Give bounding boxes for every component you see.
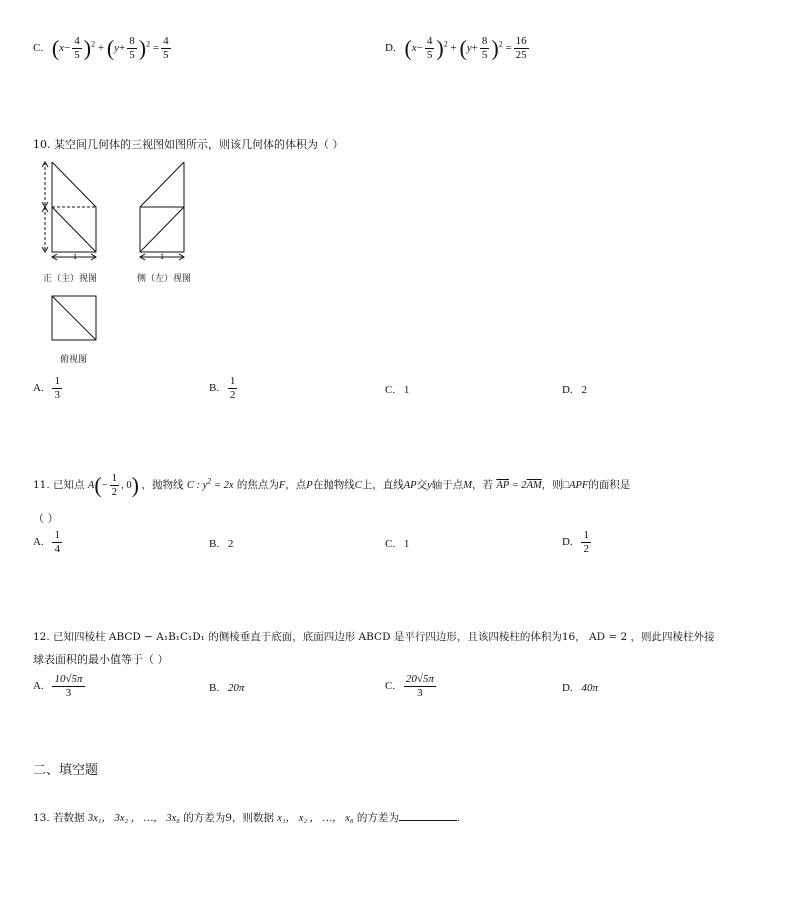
q12-option-c-label: C.: [385, 680, 396, 693]
q10-option-d: [562, 384, 587, 396]
q11-stem-f: 上，直线: [361, 478, 404, 491]
q11-point-m: M: [463, 479, 472, 491]
q11-option-d-num: 1: [583, 529, 589, 541]
q11-stem-i: ，若: [471, 478, 493, 491]
q12-option-d-label: D.: [562, 682, 573, 694]
front-view: [42, 162, 96, 260]
q11-stem-a: 11. 已知点: [33, 478, 85, 491]
q11-option-a: [33, 530, 64, 555]
q11-curve-c: C: [354, 479, 362, 491]
q11-paren: （ ）: [33, 512, 59, 525]
q10-option-d-value: 2: [581, 384, 587, 396]
q13-stem: [33, 810, 460, 825]
q12-option-a-num: 10√5π: [54, 673, 83, 685]
q12-option-a-den: 3: [65, 687, 72, 699]
top-view: [52, 296, 96, 340]
q10-three-view-figure: [36, 158, 216, 368]
q9-option-d-label: D.: [385, 42, 396, 55]
q13-text-b: 的方差为9，则数据: [183, 812, 274, 824]
q11-point-a: A(− $\frac{1}{2}$ , 0): [87, 472, 139, 498]
q9-option-c: [33, 36, 173, 61]
q11-parabola: C : $y^2 = 2x$: [186, 476, 234, 491]
q12-option-b-label: B.: [209, 682, 220, 694]
front-width-label: 1: [73, 252, 77, 261]
q11-focus: F: [278, 479, 286, 491]
q9-option-c-expression: (x− $\frac{4}{5}$ )$^2$ + (y+ $\frac{8}{5}$ )$^2$ = $\frac{4}{5}$: [51, 35, 169, 61]
q10-option-c-label: C.: [385, 384, 396, 396]
q11-triangle: □APF: [562, 479, 589, 491]
q12-option-c-num: 20√5π: [405, 673, 434, 685]
q9-option-c-label: C.: [33, 42, 44, 55]
q11-stem-c: 的焦点为: [236, 478, 279, 491]
q11-stem: [33, 473, 630, 498]
q13-answer-blank[interactable]: [399, 810, 457, 821]
q11-option-d: [562, 530, 593, 555]
q12-option-b-value: 20π: [227, 682, 245, 694]
q9-option-d: [385, 36, 531, 61]
section-heading-fill-blank: 二、填空题: [33, 763, 99, 778]
q13-text-c: 的方差为: [356, 812, 399, 824]
q11-option-b-label: B.: [209, 538, 220, 550]
q11-stem-b: ，抛物线: [141, 478, 184, 491]
q12-line2: 球表面积的最小值等于（ ）: [33, 653, 169, 666]
q13-end: .: [456, 812, 461, 824]
q12-option-a: [33, 674, 87, 699]
q12-option-c-den: 3: [417, 687, 423, 699]
side-width-label: 1: [160, 252, 164, 261]
q10-option-a: [33, 376, 64, 401]
q11-option-b-value: 2: [227, 538, 234, 550]
q12-option-d: [562, 682, 598, 694]
q10-option-b-den: 2: [229, 389, 236, 401]
q11-option-c-value: 1: [403, 538, 410, 550]
q10-option-b-num: 1: [229, 375, 236, 387]
top-view-label: 俯视图: [60, 355, 88, 365]
q13-text-a: 13. 若数据: [33, 812, 85, 824]
q11-stem-k: 的面积是: [588, 478, 631, 491]
q11-option-d-den: 2: [583, 543, 589, 555]
q10-option-a-label: A.: [33, 382, 44, 395]
q10-option-b: [209, 376, 239, 401]
q11-option-c-label: C.: [385, 538, 396, 550]
side-view: [140, 162, 184, 260]
q13-data1: 3x₁， 3x₂ ， …， 3x₈: [87, 813, 180, 824]
q11-y-axis: y: [427, 479, 432, 491]
q10-option-b-label: B.: [209, 382, 220, 395]
q11-option-d-label: D.: [562, 536, 573, 549]
q12-option-d-value: 40π: [581, 682, 598, 694]
q11-option-c: [385, 538, 409, 550]
q11-option-b: [209, 538, 233, 550]
q11-option-a-num: 1: [54, 529, 60, 541]
side-view-label: 侧（左）视图: [137, 274, 192, 284]
q13-data2: x₁， x₂ ， …， x₈: [277, 813, 354, 824]
q11-point-p: P: [306, 479, 313, 491]
q12-option-a-label: A.: [33, 680, 44, 693]
q11-stem-e: 在抛物线: [312, 478, 355, 491]
q9-option-d-expression: (x− $\frac{4}{5}$ )$^2$ + (y+ $\frac{8}{5}$ )$^2$ = $\frac{16}{25}$: [404, 35, 527, 61]
q12-option-b: [209, 682, 244, 694]
q11-option-a-den: 4: [54, 543, 60, 555]
q10-stem: 10. 某空间几何体的三视图如图所示，则该几何体的体积为（ ）: [33, 138, 344, 151]
front-view-label: 正（主）视图: [43, 274, 98, 284]
q11-stem-g: 交: [416, 478, 428, 491]
q10-option-c: [385, 384, 409, 396]
q10-option-a-den: 3: [54, 389, 60, 401]
q10-option-d-label: D.: [562, 384, 573, 396]
q11-stem-j: ，则: [541, 478, 563, 491]
q11-line-ap: AP: [403, 479, 417, 491]
q10-option-a-num: 1: [54, 375, 60, 387]
q12-option-c: [385, 674, 438, 699]
q10-option-c-value: 1: [403, 384, 410, 396]
q12-line1: 12. 已知四棱柱 ABCD − A₁B₁C₁D₁ 的侧棱垂直于底面，底面四边形 ABCD 是平行四边形，且该四棱柱的体积为16， AD = 2 ，则此四棱柱外接: [33, 631, 715, 643]
q11-stem-h: 轴于点: [431, 478, 464, 491]
q11-option-a-label: A.: [33, 536, 44, 549]
q11-vector-eq: $\overline{AP} = 2\overline{AM}$: [496, 479, 542, 491]
q11-stem-d: ，点: [285, 478, 307, 491]
